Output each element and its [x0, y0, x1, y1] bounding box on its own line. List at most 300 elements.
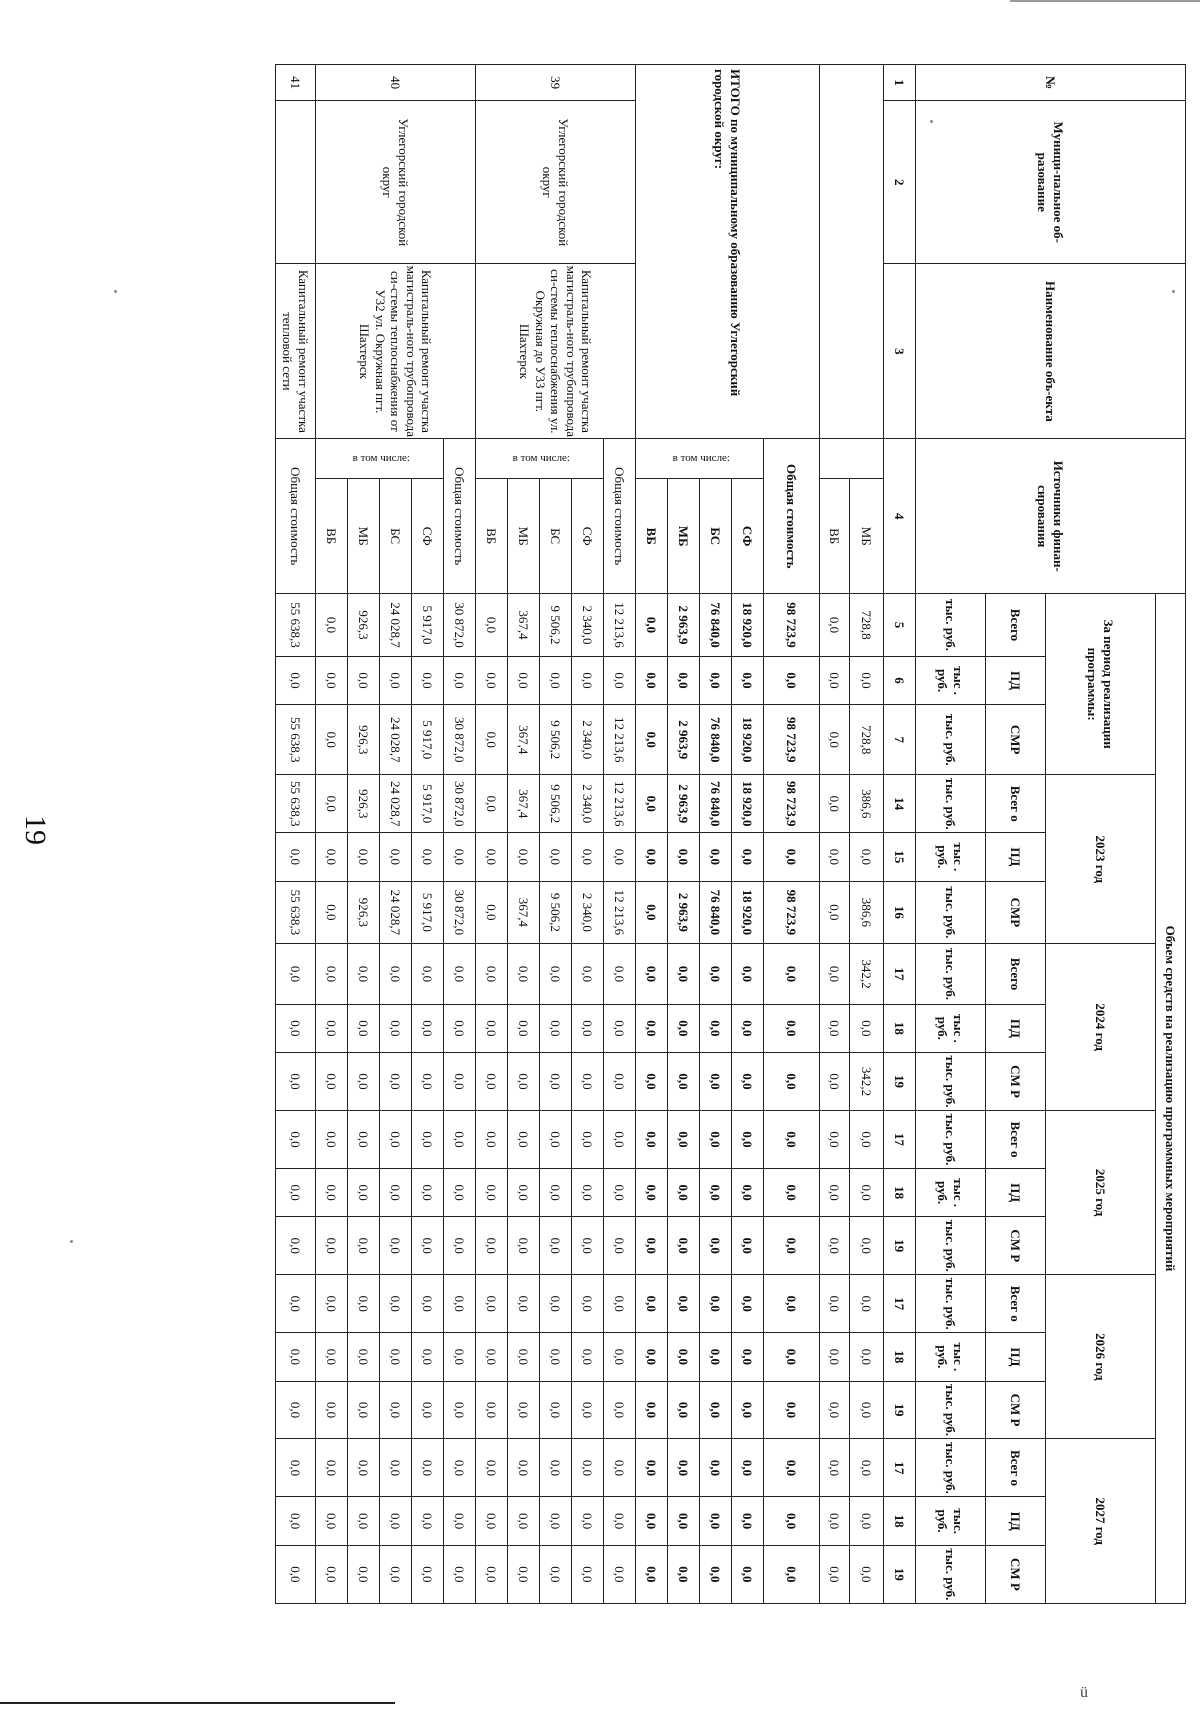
value-cell: 0,0 [764, 1110, 820, 1168]
value-cell: 0,0 [700, 1333, 732, 1381]
value-cell: 0,0 [348, 1217, 380, 1275]
value-cell: 0,0 [604, 1439, 636, 1497]
value-cell: 0,0 [636, 1439, 668, 1497]
value-cell: 0,0 [412, 1275, 444, 1333]
value-cell: 0,0 [508, 1545, 540, 1603]
colnum-cell: 18 [884, 1497, 916, 1545]
subheader-cell: ПД [986, 1497, 1046, 1545]
source-cell: Общая стоимость [764, 439, 820, 594]
value-cell: 0,0 [348, 1497, 380, 1545]
value-cell: 0,0 [316, 944, 348, 1004]
value-cell: 0,0 [604, 944, 636, 1004]
value-cell: 0,0 [820, 1004, 850, 1052]
value-cell: 0,0 [348, 656, 380, 704]
source-cell: МБ [508, 479, 540, 594]
value-cell: 0,0 [380, 1381, 412, 1439]
value-cell: 0,0 [348, 1275, 380, 1333]
itogo-label: ИТОГО по муниципальному образованию Углегорский городской округ: [636, 65, 820, 439]
value-cell: 0,0 [850, 1004, 884, 1052]
value-cell: 0,0 [604, 1110, 636, 1168]
value-cell: 2 963,9 [668, 594, 700, 657]
value-cell: 0,0 [604, 1217, 636, 1275]
colnum-cell: 17 [884, 944, 916, 1004]
header-no: № [916, 65, 1186, 101]
value-cell: 0,0 [476, 1275, 508, 1333]
value-cell: 0,0 [412, 1333, 444, 1381]
value-cell: 2 340,0 [572, 705, 604, 775]
value-cell: 926,3 [348, 881, 380, 944]
colnum-cell: 1 [884, 65, 916, 101]
entry-municipality: Углегорский городской округ [476, 101, 636, 264]
unit-cell: тыс. руб. [916, 1217, 986, 1275]
value-cell: 0,0 [572, 1004, 604, 1052]
source-cell: СФ [732, 479, 764, 594]
value-cell: 0,0 [540, 1275, 572, 1333]
value-cell: 0,0 [732, 944, 764, 1004]
value-cell: 0,0 [636, 1110, 668, 1168]
value-cell: 0,0 [820, 881, 850, 944]
subheader-cell: Всего [986, 944, 1046, 1004]
value-cell: 0,0 [276, 1497, 316, 1545]
value-cell: 0,0 [604, 1168, 636, 1216]
value-cell: 98 723,9 [764, 705, 820, 775]
value-cell: 0,0 [476, 881, 508, 944]
value-cell: 0,0 [348, 1381, 380, 1439]
entry-municipality [276, 101, 316, 264]
subheader-cell: СМ Р [986, 1053, 1046, 1111]
value-cell: 30 872,0 [444, 775, 476, 833]
header-object: Наименование объ-екта [916, 264, 1186, 439]
value-cell: 55 638,3 [276, 881, 316, 944]
value-cell: 0,0 [604, 1275, 636, 1333]
unit-cell: тыс. руб. [916, 881, 986, 944]
value-cell: 0,0 [380, 656, 412, 704]
value-cell: 0,0 [348, 1110, 380, 1168]
value-cell: 0,0 [820, 1439, 850, 1497]
value-cell: 0,0 [636, 656, 668, 704]
value-cell: 0,0 [572, 1439, 604, 1497]
value-cell: 0,0 [316, 1110, 348, 1168]
value-cell: 0,0 [572, 1275, 604, 1333]
unit-cell: тыс. руб. [916, 1275, 986, 1333]
in-that-number-label [316, 439, 444, 479]
value-cell: 0,0 [636, 1497, 668, 1545]
top-rule [1010, 0, 1200, 2]
value-cell: 0,0 [412, 656, 444, 704]
value-cell: 0,0 [700, 1497, 732, 1545]
value-cell: 24 028,7 [380, 881, 412, 944]
value-cell: 0,0 [668, 1217, 700, 1275]
value-cell: 0,0 [316, 833, 348, 881]
subheader-cell: СМ Р [986, 1545, 1046, 1603]
colnum-cell: 4 [884, 439, 916, 594]
value-cell: 0,0 [444, 1217, 476, 1275]
value-cell: 0,0 [444, 1110, 476, 1168]
source-cell: ВБ [476, 479, 508, 594]
value-cell: 0,0 [508, 944, 540, 1004]
value-cell: 0,0 [850, 1217, 884, 1275]
value-cell: 0,0 [540, 1217, 572, 1275]
value-cell: 0,0 [572, 1497, 604, 1545]
value-cell: 0,0 [316, 1545, 348, 1603]
value-cell: 76 840,0 [700, 705, 732, 775]
value-cell: 0,0 [540, 1110, 572, 1168]
value-cell: 30 872,0 [444, 594, 476, 657]
header-municipality: Муници-пальное об-разование [916, 101, 1186, 264]
value-cell: 0,0 [732, 1275, 764, 1333]
value-cell: 0,0 [732, 1168, 764, 1216]
value-cell: 0,0 [412, 1217, 444, 1275]
value-cell: 0,0 [850, 1333, 884, 1381]
value-cell: 0,0 [276, 833, 316, 881]
value-cell: 5 917,0 [412, 705, 444, 775]
value-cell: 0,0 [508, 1110, 540, 1168]
source-cell: СФ [412, 479, 444, 594]
subheader-cell: ПД [986, 656, 1046, 704]
value-cell: 0,0 [412, 1439, 444, 1497]
value-cell: 0,0 [820, 594, 850, 657]
value-cell: 0,0 [668, 1439, 700, 1497]
value-cell: 0,0 [820, 1275, 850, 1333]
in-that-number-label [636, 439, 764, 479]
value-cell: 0,0 [604, 1333, 636, 1381]
value-cell: 0,0 [412, 833, 444, 881]
value-cell: 0,0 [348, 1004, 380, 1052]
value-cell: 24 028,7 [380, 594, 412, 657]
header-year-2027: 2027 год [1046, 1439, 1156, 1604]
value-cell: 0,0 [348, 1168, 380, 1216]
summary-row [850, 65, 884, 1604]
value-cell: 0,0 [380, 1110, 412, 1168]
value-cell: 0,0 [276, 1053, 316, 1111]
value-cell: 0,0 [444, 1168, 476, 1216]
value-cell: 0,0 [764, 1333, 820, 1381]
value-cell: 0,0 [764, 656, 820, 704]
value-cell: 0,0 [316, 656, 348, 704]
value-cell: 0,0 [572, 656, 604, 704]
value-cell: 0,0 [276, 1333, 316, 1381]
value-cell: 0,0 [476, 705, 508, 775]
value-cell: 0,0 [316, 594, 348, 657]
value-cell: 0,0 [572, 1053, 604, 1111]
source-cell: БС [540, 479, 572, 594]
entry-number: 40 [316, 65, 476, 101]
value-cell: 0,0 [412, 944, 444, 1004]
value-cell: 0,0 [668, 1497, 700, 1545]
value-cell: 0,0 [380, 1439, 412, 1497]
subheader-cell: ПД [986, 1333, 1046, 1381]
colnum-cell: 19 [884, 1545, 916, 1603]
value-cell: 0,0 [764, 1381, 820, 1439]
value-cell: 0,0 [820, 1381, 850, 1439]
value-cell: 2 340,0 [572, 594, 604, 657]
value-cell: 0,0 [476, 775, 508, 833]
value-cell: 0,0 [508, 1053, 540, 1111]
unit-cell: тыс. руб. [916, 594, 986, 657]
value-cell: 0,0 [636, 944, 668, 1004]
value-cell: 0,0 [636, 1545, 668, 1603]
page-number [0, 800, 70, 860]
value-cell: 0,0 [700, 833, 732, 881]
source-cell: ВБ [316, 479, 348, 594]
value-cell: 0,0 [668, 1545, 700, 1603]
value-cell: 0,0 [636, 881, 668, 944]
value-cell: 0,0 [476, 1497, 508, 1545]
value-cell: 0,0 [700, 1217, 732, 1275]
unit-cell: тыс. руб. [916, 705, 986, 775]
value-cell: 76 840,0 [700, 775, 732, 833]
value-cell: 367,4 [508, 881, 540, 944]
value-cell: 0,0 [668, 1275, 700, 1333]
colnum-cell: 5 [884, 594, 916, 657]
table-frame [176, 64, 1186, 1604]
value-cell: 0,0 [820, 1168, 850, 1216]
header-year-2025: 2025 год [1046, 1110, 1156, 1274]
value-cell: 0,0 [732, 1004, 764, 1052]
value-cell: 0,0 [700, 1004, 732, 1052]
colnum-cell: 6 [884, 656, 916, 704]
value-cell: 0,0 [380, 833, 412, 881]
value-cell: 0,0 [700, 1168, 732, 1216]
value-cell: 0,0 [444, 1004, 476, 1052]
value-cell: 30 872,0 [444, 881, 476, 944]
in-that-number-label [476, 439, 604, 479]
unit-cell: тыс . руб. [916, 1004, 986, 1052]
value-cell: 76 840,0 [700, 594, 732, 657]
subheader-cell: Всег о [986, 1439, 1046, 1497]
value-cell: 0,0 [316, 1004, 348, 1052]
value-cell: 386,6 [850, 775, 884, 833]
source-cell: МБ [850, 479, 884, 594]
value-cell: 0,0 [508, 1381, 540, 1439]
value-cell: 12 213,6 [604, 594, 636, 657]
value-cell: 0,0 [636, 775, 668, 833]
value-cell: 728,8 [850, 705, 884, 775]
value-cell: 0,0 [636, 1275, 668, 1333]
value-cell: 0,0 [276, 1004, 316, 1052]
value-cell: 0,0 [380, 1275, 412, 1333]
value-cell: 0,0 [476, 1545, 508, 1603]
value-cell: 0,0 [316, 775, 348, 833]
value-cell: 0,0 [764, 1053, 820, 1111]
colnum-cell: 17 [884, 1275, 916, 1333]
value-cell: 0,0 [508, 1217, 540, 1275]
value-cell: 0,0 [604, 656, 636, 704]
value-cell: 2 963,9 [668, 775, 700, 833]
value-cell: 2 963,9 [668, 881, 700, 944]
value-cell: 0,0 [444, 833, 476, 881]
value-cell: 926,3 [348, 594, 380, 657]
source-cell: МБ [348, 479, 380, 594]
value-cell: 0,0 [764, 1545, 820, 1603]
value-cell: 728,8 [850, 594, 884, 657]
header-row-group [1156, 65, 1186, 1604]
entry-object: Капитальный ремонт участка магистраль-ного трубопровода си-стемы теплоснабжения от У32 ул. Окружная пгт. Шахтерск [316, 264, 476, 439]
value-cell: 0,0 [820, 1545, 850, 1603]
value-cell: 0,0 [444, 944, 476, 1004]
source-cell: СФ [572, 479, 604, 594]
column-number-row [884, 65, 916, 1604]
value-cell: 0,0 [850, 1545, 884, 1603]
value-cell: 0,0 [732, 656, 764, 704]
value-cell: 0,0 [444, 1275, 476, 1333]
value-cell: 55 638,3 [276, 775, 316, 833]
unit-cell: тыс. руб. [916, 1497, 986, 1545]
value-cell: 0,0 [348, 944, 380, 1004]
subheader-cell: СМР [986, 705, 1046, 775]
value-cell: 0,0 [476, 1217, 508, 1275]
entry-number: 39 [476, 65, 636, 101]
subheader-cell: Всего [986, 594, 1046, 657]
value-cell: 0,0 [572, 1333, 604, 1381]
value-cell: 0,0 [668, 1053, 700, 1111]
value-cell: 9 506,2 [540, 594, 572, 657]
colnum-cell: 19 [884, 1053, 916, 1111]
value-cell: 0,0 [412, 1004, 444, 1052]
unit-cell: тыс. руб. [916, 1053, 986, 1111]
value-cell: 5 917,0 [412, 594, 444, 657]
value-cell: 0,0 [412, 1110, 444, 1168]
unit-cell: тыс. руб. [916, 775, 986, 833]
value-cell: 0,0 [732, 1381, 764, 1439]
value-cell: 98 723,9 [764, 775, 820, 833]
header-year-2024: 2024 год [1046, 944, 1156, 1111]
value-cell: 12 213,6 [604, 881, 636, 944]
value-cell: 0,0 [732, 1053, 764, 1111]
subheader-cell: СМР [986, 881, 1046, 944]
itogo-row [764, 65, 820, 1604]
value-cell: 0,0 [732, 1217, 764, 1275]
entry-number: 41 [276, 65, 316, 101]
entry-row [276, 65, 316, 1604]
value-cell: 0,0 [764, 1168, 820, 1216]
value-cell: 0,0 [820, 944, 850, 1004]
value-cell: 0,0 [316, 705, 348, 775]
value-cell: 0,0 [276, 656, 316, 704]
colnum-cell: 17 [884, 1439, 916, 1497]
value-cell: 0,0 [316, 1497, 348, 1545]
blank-cell [820, 65, 884, 439]
value-cell: 0,0 [508, 1439, 540, 1497]
value-cell: 0,0 [540, 944, 572, 1004]
value-cell: 0,0 [764, 1217, 820, 1275]
unit-cell: тыс . руб. [916, 833, 986, 881]
value-cell: 342,2 [850, 1053, 884, 1111]
value-cell: 0,0 [764, 833, 820, 881]
value-cell: 0,0 [732, 1110, 764, 1168]
value-cell: 0,0 [820, 656, 850, 704]
value-cell: 0,0 [572, 1168, 604, 1216]
colnum-cell: 16 [884, 881, 916, 944]
colnum-cell: 19 [884, 1381, 916, 1439]
value-cell: 0,0 [508, 1333, 540, 1381]
source-cell: Общая стоимость [604, 439, 636, 594]
value-cell: 0,0 [508, 1168, 540, 1216]
value-cell: 0,0 [850, 1381, 884, 1439]
value-cell: 0,0 [476, 1168, 508, 1216]
subheader-cell: СМ Р [986, 1217, 1046, 1275]
value-cell: 0,0 [540, 1333, 572, 1381]
header-period: За период реализации программы: [1046, 594, 1156, 775]
value-cell: 367,4 [508, 594, 540, 657]
subheader-cell: Всег о [986, 1275, 1046, 1333]
subheader-cell: Всег о [986, 775, 1046, 833]
unit-cell: тыс . руб. [916, 656, 986, 704]
value-cell: 0,0 [850, 1497, 884, 1545]
header-year-2023: 2023 год [1046, 775, 1156, 944]
value-cell: 5 917,0 [412, 775, 444, 833]
value-cell: 0,0 [412, 1497, 444, 1545]
value-cell: 0,0 [380, 1545, 412, 1603]
unit-cell: тыс. руб. [916, 944, 986, 1004]
value-cell: 926,3 [348, 705, 380, 775]
value-cell: 0,0 [276, 1545, 316, 1603]
unit-cell: тыс. руб. [916, 1545, 986, 1603]
entry-municipality: Углегорский городской округ [316, 101, 476, 264]
value-cell: 0,0 [732, 833, 764, 881]
value-cell: 0,0 [276, 1217, 316, 1275]
header-year-2026: 2026 год [1046, 1275, 1156, 1439]
value-cell: 0,0 [316, 1275, 348, 1333]
value-cell: 0,0 [668, 944, 700, 1004]
colnum-cell: 18 [884, 1333, 916, 1381]
value-cell: 0,0 [668, 1168, 700, 1216]
header-volume-group: Объем средств на реализацию программных мероприятий [1156, 594, 1186, 1604]
value-cell: 0,0 [668, 1110, 700, 1168]
value-cell: 0,0 [636, 594, 668, 657]
source-cell: БС [700, 479, 732, 594]
value-cell: 0,0 [380, 1497, 412, 1545]
value-cell: 0,0 [850, 1275, 884, 1333]
value-cell: 0,0 [444, 1497, 476, 1545]
bottom-rule [0, 1702, 395, 1704]
value-cell: 98 723,9 [764, 881, 820, 944]
value-cell: 55 638,3 [276, 705, 316, 775]
value-cell: 0,0 [732, 1497, 764, 1545]
value-cell: 0,0 [508, 1275, 540, 1333]
value-cell: 24 028,7 [380, 775, 412, 833]
value-cell: 0,0 [540, 1053, 572, 1111]
value-cell: 18 920,0 [732, 705, 764, 775]
value-cell: 0,0 [572, 833, 604, 881]
value-cell: 342,2 [850, 944, 884, 1004]
value-cell: 0,0 [316, 1439, 348, 1497]
value-cell: 0,0 [412, 1381, 444, 1439]
value-cell: 0,0 [444, 1053, 476, 1111]
value-cell: 0,0 [508, 1004, 540, 1052]
value-cell: 0,0 [732, 1545, 764, 1603]
value-cell: 0,0 [850, 833, 884, 881]
value-cell: 0,0 [850, 1168, 884, 1216]
value-cell: 0,0 [764, 1004, 820, 1052]
value-cell: 0,0 [540, 1497, 572, 1545]
value-cell: 0,0 [700, 656, 732, 704]
value-cell: 0,0 [540, 1545, 572, 1603]
source-cell: ВБ [636, 479, 668, 594]
value-cell: 0,0 [444, 1333, 476, 1381]
value-cell: 18 920,0 [732, 881, 764, 944]
value-cell: 0,0 [380, 1004, 412, 1052]
value-cell: 0,0 [636, 1004, 668, 1052]
colnum-cell: 18 [884, 1004, 916, 1052]
value-cell: 0,0 [380, 1333, 412, 1381]
value-cell: 0,0 [476, 594, 508, 657]
subheader-cell: ПД [986, 1168, 1046, 1216]
value-cell: 367,4 [508, 705, 540, 775]
table-rotated [176, 64, 1186, 1604]
unit-cell: тыс. руб. [916, 1110, 986, 1168]
scan-dot [70, 1240, 73, 1243]
